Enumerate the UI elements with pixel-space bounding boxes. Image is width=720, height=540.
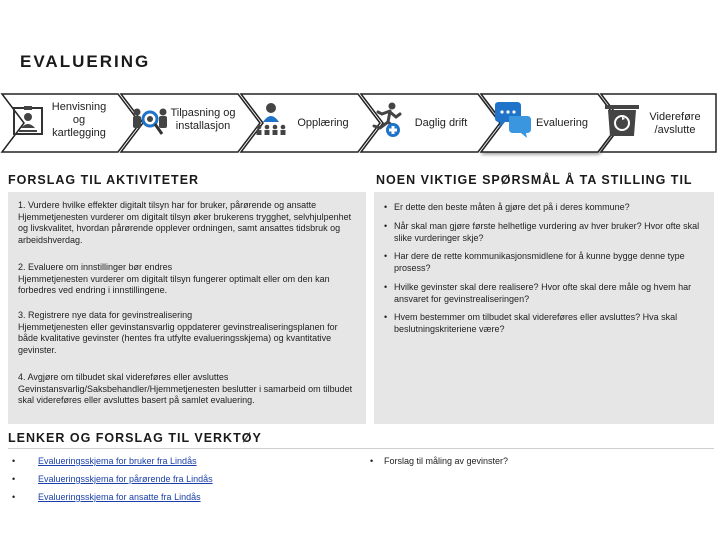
activity-1-title: 1. Vurdere hvilke effekter digitalt tilsyn har for bruker, pårørende og ansatte: [18, 200, 317, 210]
process-step-3-label: Opplæring: [297, 117, 349, 129]
questions-heading: NOEN VIKTIGE SPØRSMÅL Å TA STILLING TIL: [376, 173, 693, 187]
activity-3: [18, 310, 358, 356]
bullet: •: [12, 492, 16, 502]
tool-link-bruker[interactable]: Evalueringsskjema for bruker fra Lindås: [38, 456, 197, 466]
question-2: [384, 220, 704, 244]
question-5-text: Hvem bestemmer om tilbudet skal videreføres eller avsluttes? Hva skal beslutningskriteriene være?: [394, 312, 678, 334]
bullet: •: [12, 456, 16, 466]
question-4-text: Hvilke gevinster skal dere realisere? Hvor ofte skal dere måle og hvem har ansvaret for gevinstrealiseringen?: [394, 282, 692, 304]
process-step-4-label: Daglig drift: [414, 117, 468, 129]
process-step-6-label: Videreføre /avslutte: [649, 111, 701, 136]
page-title: EVALUERING: [20, 52, 151, 71]
question-2-text: Når skal man gjøre første helhetlige vurdering av hver bruker? Hvor ofte skal slike vurderinger skje?: [394, 221, 700, 243]
tool-link-ansatte[interactable]: Evalueringsskjema for ansatte fra Lindås: [38, 492, 201, 502]
activities-heading: FORSLAG TIL AKTIVITETER: [8, 173, 200, 187]
activity-1: [18, 200, 358, 246]
question-1: [384, 201, 704, 213]
tool-suggestion-gevinster: Forslag til måling av gevinster?: [384, 456, 509, 466]
bullet: •: [384, 282, 388, 292]
bullet: •: [384, 251, 388, 261]
activity-4: [18, 372, 358, 407]
bullet: •: [370, 456, 374, 466]
tool-suggestion-row: [370, 456, 508, 466]
activity-2-title: 2. Evaluere om innstillinger bør endres: [18, 262, 173, 272]
bullet: •: [384, 202, 388, 212]
tool-link-row-2: [12, 474, 213, 484]
activity-1-body: Hjemmetjenesten vurderer om digitalt tilsyn øker brukerens trygghet, selvhjulpenhet og livskvalitet, hvordan pårørende opplever ordningen, samt ansattes tidsbruk og arbeidshverdag.: [18, 211, 352, 245]
divider: [8, 448, 714, 449]
bullet: •: [384, 221, 388, 231]
activity-4-body: Gevinstansvarlig/Saksbehandler/Hjemmetjenesten beslutter i samarbeid om tilbudet skal videreføres eller avsluttes basert på samlet evaluering.: [18, 383, 353, 405]
question-5: [384, 311, 704, 335]
tool-link-row-3: [12, 492, 201, 502]
tool-link-row-1: [12, 456, 197, 466]
activity-2: [18, 262, 358, 297]
question-1-text: Er dette den beste måten å gjøre det på i deres kommune?: [394, 202, 630, 212]
process-step-5-label: Evaluering: [536, 117, 588, 129]
links-heading: LENKER OG FORSLAG TIL VERKTØY: [8, 431, 262, 445]
activity-3-title: 3. Registrere nye data for gevinstrealisering: [18, 310, 193, 320]
question-3-text: Har dere de rette kommunikasjonsmidlene for å kunne bygge denne type prosess?: [394, 251, 685, 273]
tool-link-parorende[interactable]: Evalueringsskjema for pårørende fra Lindås: [38, 474, 213, 484]
question-3: [384, 250, 704, 274]
process-step-2-label: Tilpasning og installasjon: [170, 107, 236, 132]
activity-4-title: 4. Avgjøre om tilbudet skal videreføres eller avsluttes: [18, 372, 229, 382]
bullet: •: [384, 312, 388, 322]
bullet: •: [12, 474, 16, 484]
activity-3-body: Hjemmetjenesten eller gevinstansvarlig oppdaterer gevinstrealiseringsplanen for både kvalitative gevinster (hentes fra utfylte evalueringsskjema) og kvantitative gevinster.: [18, 321, 338, 355]
process-step-1-label: Henvisning og kartlegging: [51, 101, 107, 139]
activity-2-body: Hjemmetjenesten vurderer om digitalt tilsyn fungerer optimalt eller om den kan forbedres ved endring i innstillingene.: [18, 273, 330, 295]
question-4: [384, 281, 704, 305]
